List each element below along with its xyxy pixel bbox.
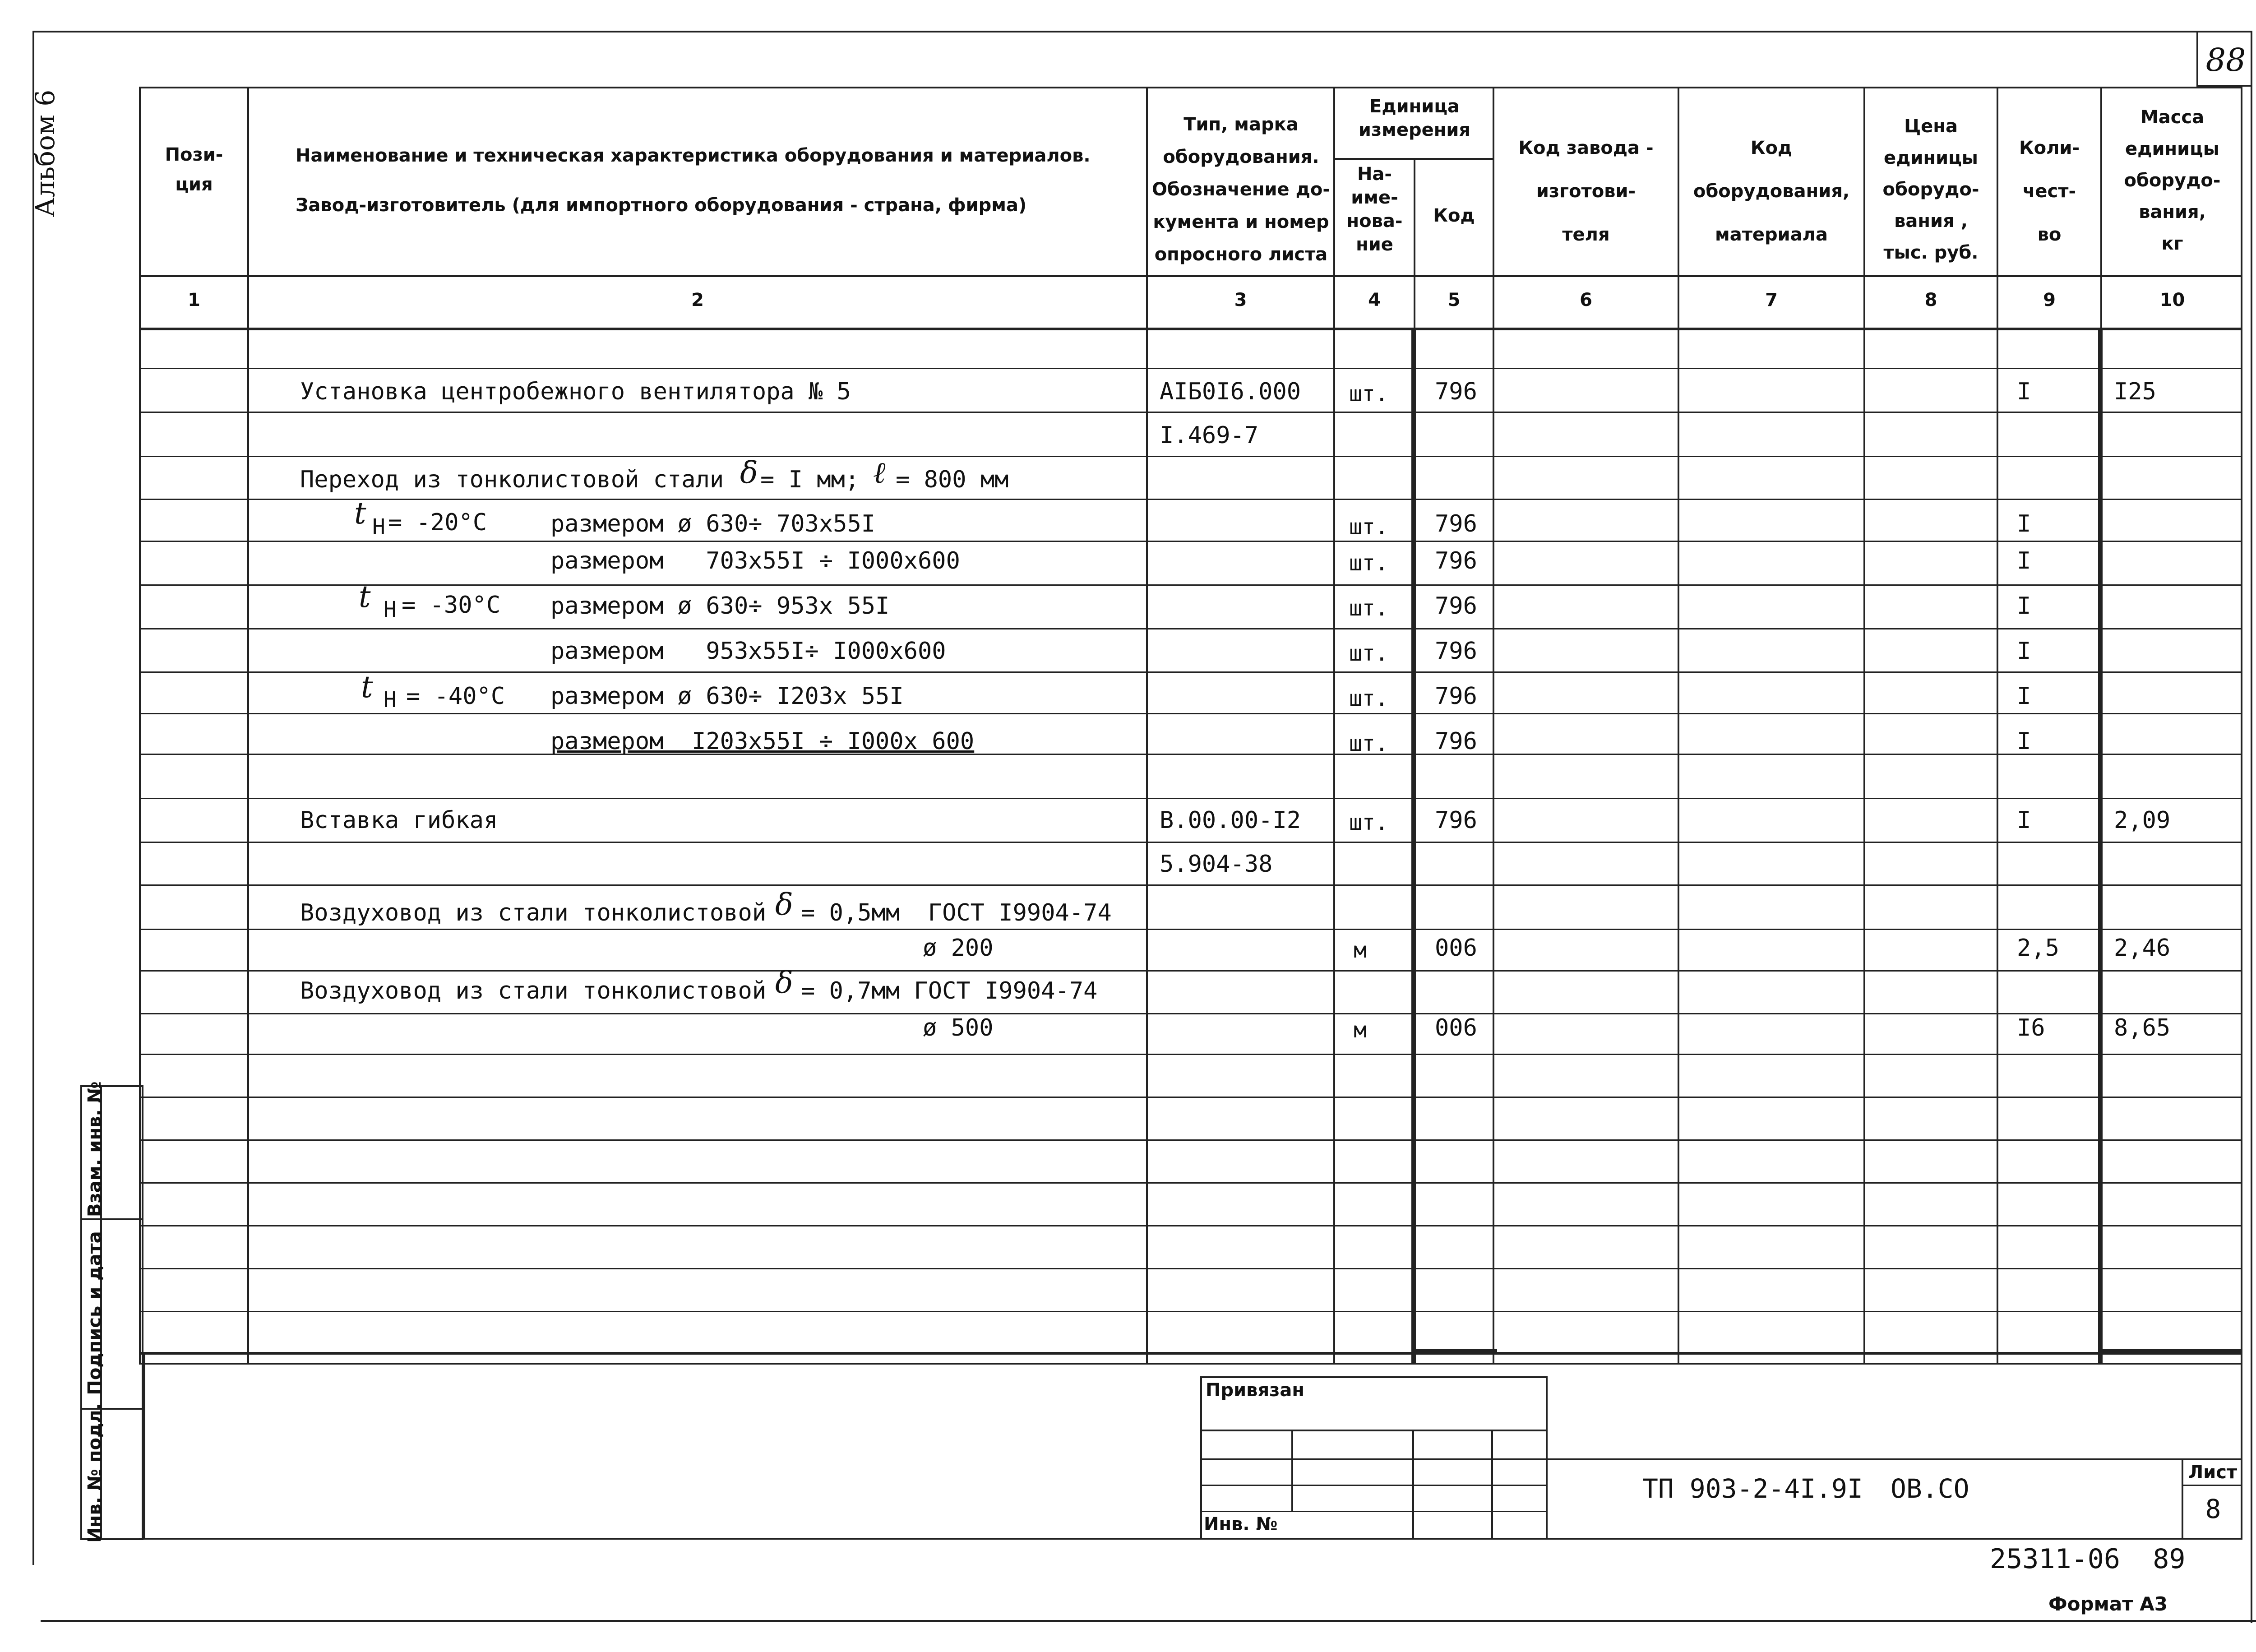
side-stamp-inv: Инв. № подл. xyxy=(84,1403,105,1543)
row9-code: 796 xyxy=(1435,728,1477,755)
row10-name: Вставка гибкая xyxy=(300,807,498,834)
row-line xyxy=(139,1097,2242,1098)
row8-size: размером ø 630÷ I203x 55I xyxy=(550,683,904,710)
title-block-top xyxy=(1548,1458,2242,1460)
row7-size: размером 953x55I÷ I000x600 xyxy=(550,638,946,665)
row-line xyxy=(139,1139,2242,1141)
row10-unit: шт. xyxy=(1349,810,1388,835)
row-line xyxy=(139,713,2242,714)
row-line xyxy=(139,1013,2242,1014)
row4-temp-value: = -20°С xyxy=(388,509,487,536)
row13-mass: 2,46 xyxy=(2114,935,2171,962)
privyazan-line xyxy=(1200,1485,1548,1486)
row-line xyxy=(139,798,2242,799)
row3-ell: ℓ xyxy=(873,455,886,490)
row15-qty: I6 xyxy=(2017,1014,2045,1041)
row-line xyxy=(139,842,2242,843)
sheet-box-left xyxy=(2182,1458,2183,1539)
row8-temp-label: t xyxy=(361,670,373,704)
document-code: ТП 903-2-4I.9I xyxy=(1642,1473,1863,1504)
privyazan-line xyxy=(1200,1511,1548,1512)
row4-temp-label: t xyxy=(354,496,366,531)
row15-unit: м xyxy=(1354,1018,1367,1043)
row6-temp-sub: Н xyxy=(384,597,397,622)
row1-type: AIБ0I6.000 xyxy=(1160,378,1301,405)
row6-temp-value: = -30°С xyxy=(402,592,501,619)
corner-sheet-number: 88 xyxy=(2205,42,2246,79)
row13-diameter: ø 200 xyxy=(923,935,994,962)
row9-qty: I xyxy=(2017,728,2031,755)
col-line-6 xyxy=(1678,87,1679,1364)
row-line xyxy=(139,671,2242,673)
header-position: Пози- ция xyxy=(165,144,223,195)
row3-delta: δ xyxy=(740,455,758,490)
row-line xyxy=(139,541,2242,542)
format-label: Формат А3 xyxy=(2048,1593,2168,1615)
stamp-left-line xyxy=(143,1354,145,1539)
inv-no-label: Инв. № xyxy=(1204,1514,1278,1535)
row5-unit: шт. xyxy=(1349,551,1388,576)
column-number: 10 xyxy=(2159,290,2185,310)
column-number: 9 xyxy=(2043,290,2056,310)
sheet-value: 8 xyxy=(2205,1494,2221,1524)
row14-spec: = 0,7мм ГОСТ I9904-74 xyxy=(801,977,1098,1004)
col-line-4-thick xyxy=(1411,329,1416,1364)
sheet-box-line xyxy=(2182,1485,2242,1486)
col-line-9-thick xyxy=(2098,329,2103,1364)
row3-name: Переход из тонколистовой стали xyxy=(300,466,724,493)
row6-unit: шт. xyxy=(1349,596,1388,621)
col-line-5 xyxy=(1493,87,1494,1364)
document-mark: ОВ.СО xyxy=(1891,1473,1969,1504)
album-label: Альбом 6 xyxy=(30,89,60,217)
column-number: 8 xyxy=(1924,290,1937,310)
row13-code: 006 xyxy=(1435,935,1477,962)
row-line xyxy=(139,929,2242,930)
row1-mass: I25 xyxy=(2114,378,2156,405)
row1-code: 796 xyxy=(1435,378,1477,405)
row4-code: 796 xyxy=(1435,510,1477,537)
column-number: 1 xyxy=(188,290,200,310)
row8-unit: шт. xyxy=(1349,686,1388,711)
header-name: Наименование и техническая характеристика оборудования и материалов. Завод-изготовитель (для импортного оборудования - страна, фирма) xyxy=(296,145,1091,216)
col-line-8 xyxy=(1997,87,1998,1364)
column-number: 5 xyxy=(1447,290,1461,310)
row7-qty: I xyxy=(2017,638,2031,665)
row9-size: размером I203x55I ÷ I000x 600 xyxy=(550,728,975,755)
row5-size: размером 703x55I ÷ I000x600 xyxy=(550,547,960,574)
row-line xyxy=(139,1311,2242,1312)
row6-temp-label: t xyxy=(359,579,371,614)
sheet-label: Лист xyxy=(2188,1462,2238,1483)
row-line xyxy=(139,1182,2242,1184)
row-line xyxy=(139,754,2242,755)
row4-unit: шт. xyxy=(1349,514,1388,540)
row6-code: 796 xyxy=(1435,592,1477,620)
row-line xyxy=(139,499,2242,500)
row8-qty: I xyxy=(2017,683,2031,710)
row-line xyxy=(139,970,2242,972)
header-bottom-line xyxy=(139,275,2242,277)
row9-unit: шт. xyxy=(1349,731,1388,756)
row15-diameter: ø 500 xyxy=(923,1014,994,1041)
row11-type: 5.904-38 xyxy=(1160,851,1273,878)
main-table-frame xyxy=(139,87,2242,1365)
col-line-2 xyxy=(1146,87,1148,1364)
row4-size: размером ø 630÷ 703x55I xyxy=(550,510,876,537)
row15-mass: 8,65 xyxy=(2114,1014,2171,1041)
column-number: 3 xyxy=(1234,290,1247,310)
column-number: 6 xyxy=(1580,290,1592,310)
header-factory-code: Код завода - изготови- теля xyxy=(1518,138,1654,245)
row4-qty: I xyxy=(2017,510,2031,537)
privyazan-label: Привязан xyxy=(1206,1380,1305,1401)
row6-size: размером ø 630÷ 953x 55I xyxy=(550,592,890,620)
row15-code: 006 xyxy=(1435,1014,1477,1041)
row1-unit: шт. xyxy=(1349,381,1388,407)
row-line xyxy=(139,1054,2242,1055)
row6-qty: I xyxy=(2017,592,2031,620)
row13-qty: 2,5 xyxy=(2017,935,2059,962)
header-type: Тип, марка оборудования. Обозначение до- кумента и номер опросного листа xyxy=(1152,114,1330,265)
column-number: 2 xyxy=(691,290,704,310)
row-line xyxy=(139,456,2242,457)
row7-unit: шт. xyxy=(1349,641,1388,666)
row12-delta: δ xyxy=(775,887,793,922)
row8-temp-value: = -40°С xyxy=(406,683,505,710)
row2-type: I.469-7 xyxy=(1160,422,1259,449)
row10-qty: I xyxy=(2017,807,2031,834)
column-number: 7 xyxy=(1765,290,1778,310)
row-line xyxy=(139,628,2242,629)
row-line xyxy=(139,584,2242,586)
row5-qty: I xyxy=(2017,547,2031,574)
unit-group-line xyxy=(1333,158,1493,160)
privyazan-vline xyxy=(1291,1430,1293,1511)
privyazan-line xyxy=(1200,1458,1548,1460)
row-line xyxy=(139,368,2242,369)
col-line-7 xyxy=(1863,87,1865,1364)
row10-type: B.00.00-I2 xyxy=(1160,807,1301,834)
row10-code: 796 xyxy=(1435,807,1477,834)
table-body-bottom xyxy=(139,1352,2242,1355)
header-unit-name: На- име- нова- ние xyxy=(1346,164,1403,255)
row-line xyxy=(139,1268,2242,1269)
col-line-1 xyxy=(247,87,249,1364)
privyazan-vline xyxy=(1412,1430,1414,1540)
outer-right-line xyxy=(2251,32,2252,1623)
row1-name: Установка центробежного вентилятора № 5 xyxy=(300,378,851,405)
privyazan-line xyxy=(1200,1430,1548,1431)
colnum-bottom-line xyxy=(139,328,2242,330)
side-stamp-podpis: Подпись и дата xyxy=(84,1231,105,1395)
row13-unit: м xyxy=(1354,938,1367,963)
header-price: Цена единицы оборудо- вания , тыс. руб. xyxy=(1882,116,1979,263)
row3-delta-value: = I мм; xyxy=(760,466,860,493)
header-unit-code: Код xyxy=(1433,205,1475,226)
header-quantity: Коли- чест- во xyxy=(2019,138,2080,245)
column-number: 4 xyxy=(1368,290,1381,310)
row14-name: Воздуховод из стали тонколистовой xyxy=(300,977,767,1004)
row5-code: 796 xyxy=(1435,547,1477,574)
row12-spec: = 0,5мм ГОСТ I9904-74 xyxy=(801,899,1112,926)
row8-code: 796 xyxy=(1435,683,1477,710)
row-line xyxy=(139,884,2242,886)
row14-delta: δ xyxy=(775,965,793,1000)
row12-name: Воздуховод из стали тонколистовой xyxy=(300,899,767,926)
header-equipment-code: Код оборудования, материала xyxy=(1693,138,1850,245)
row3-ell-value: = 800 мм xyxy=(896,466,1009,493)
bottom-inventory-number: 25311-06 89 xyxy=(1990,1543,2186,1575)
row10-mass: 2,09 xyxy=(2114,807,2171,834)
header-mass: Масса единицы оборудо- вания, кг xyxy=(2124,107,2221,254)
row1-qty: I xyxy=(2017,378,2031,405)
privyazan-vline xyxy=(1491,1430,1493,1540)
row-line xyxy=(139,1225,2242,1226)
row-line xyxy=(139,412,2242,413)
row4-temp-sub: Н xyxy=(372,514,385,540)
side-stamp-line xyxy=(80,1218,143,1220)
outer-bottom-line xyxy=(41,1620,2256,1622)
row7-code: 796 xyxy=(1435,638,1477,665)
row8-temp-sub: Н xyxy=(384,687,397,713)
col-line-3 xyxy=(1333,87,1335,1364)
stamp-bottom-line xyxy=(139,1538,2242,1540)
header-unit-group: Единица измерения xyxy=(1358,96,1471,140)
side-stamp-vzam: Взам. инв. № xyxy=(84,1081,105,1217)
